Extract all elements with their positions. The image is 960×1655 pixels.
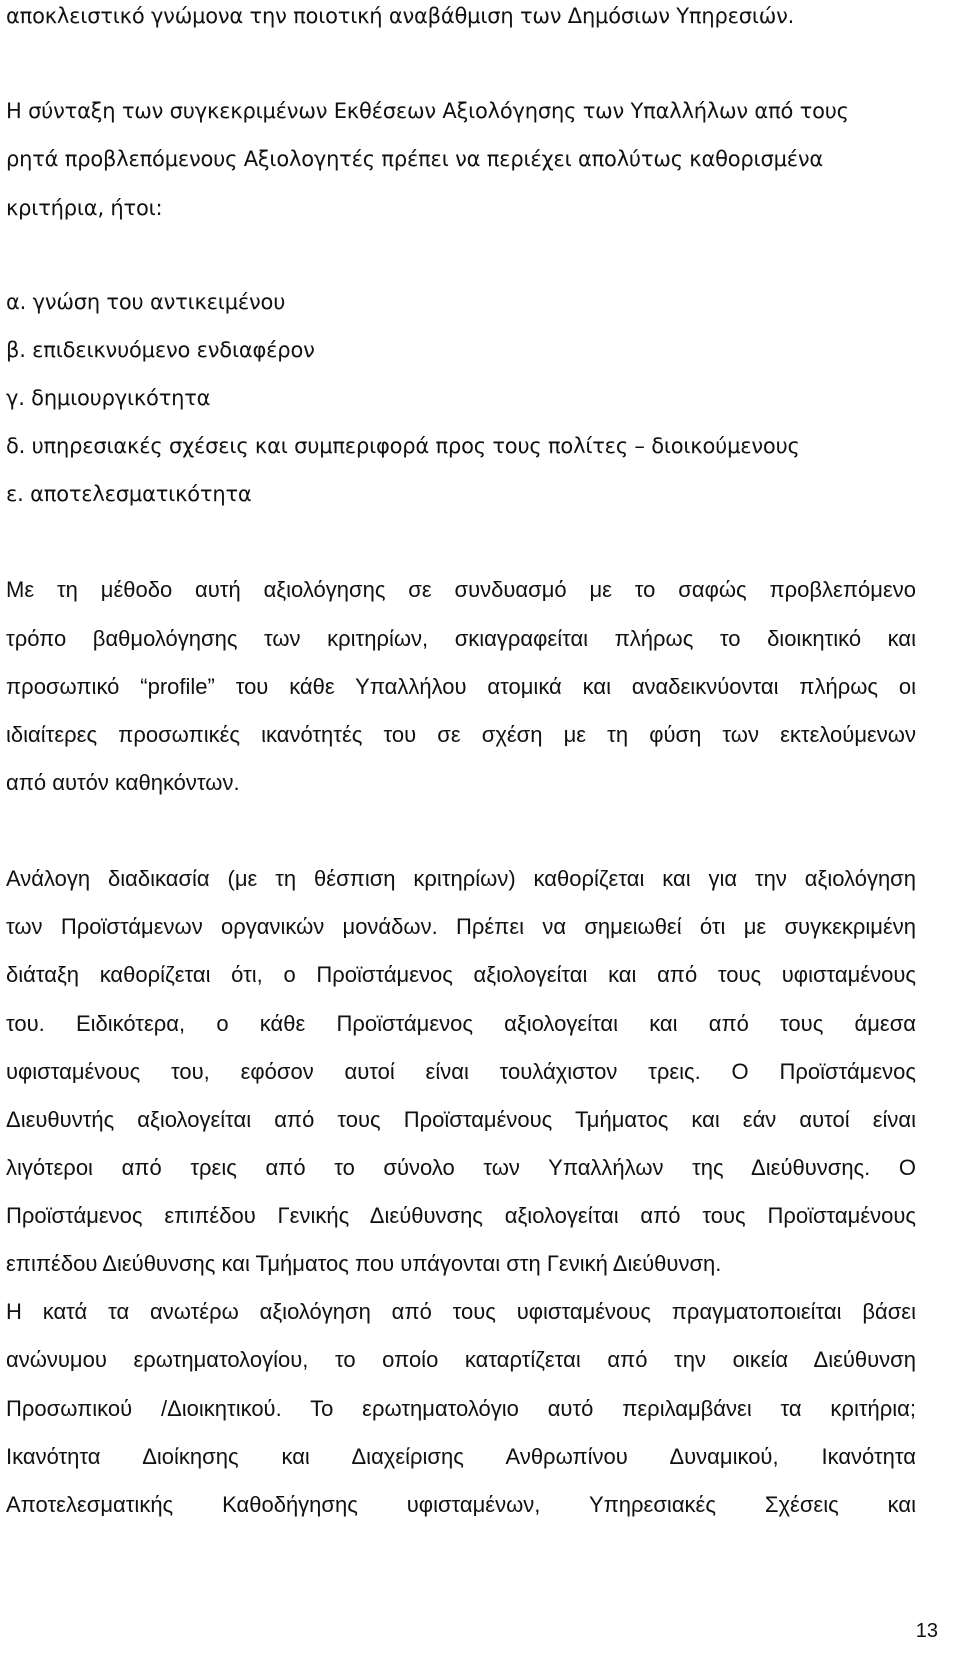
- paragraph-line: Ανάλογη διαδικασία (με τη θέσπιση κριτηρίων) καθορίζεται και για την αξιολόγηση: [6, 866, 916, 891]
- text-line: ρητά προβλεπόμενους Αξιολογητές πρέπει να περιέχει απολύτως καθορισμένα: [6, 147, 824, 171]
- paragraph-line: των Προϊστάμενων οργανικών μονάδων. Πρέπει να σημειωθεί ότι με συγκεκριμένη: [6, 914, 916, 939]
- page-number: 13: [915, 1620, 938, 1642]
- paragraph-line: Διευθυντής αξιολογείται από τους Προϊσταμένους Τμήματος και εάν αυτοί είναι: [6, 1107, 916, 1132]
- list-item: α. γνώση του αντικειμένου: [6, 290, 286, 314]
- paragraph-line: τρόπο βαθμολόγησης των κριτηρίων, σκιαγραφείται πλήρως το διοικητικό και: [6, 626, 916, 651]
- paragraph-line: από αυτόν καθηκόντων.: [6, 770, 240, 795]
- paragraph-line: Η κατά τα ανωτέρω αξιολόγηση από τους υφισταμένους πραγματοποιείται βάσει: [6, 1299, 916, 1324]
- list-item: γ. δημιουργικότητα: [6, 386, 211, 410]
- text-line: κριτήρια, ήτοι:: [6, 196, 163, 220]
- paragraph-line: του. Ειδικότερα, ο κάθε Προϊστάμενος αξιολογείται και από τους άμεσα: [6, 1011, 916, 1036]
- paragraph-line: Προσωπικού /Διοικητικού. Το ερωτηματολόγιο αυτό περιλαμβάνει τα κριτήρια;: [6, 1396, 916, 1421]
- list-item: δ. υπηρεσιακές σχέσεις και συμπεριφορά προς τους πολίτες – διοικούμενους: [6, 434, 800, 458]
- text-line: αποκλειστικό γνώμονα την ποιοτική αναβάθμιση των Δημόσιων Υπηρεσιών.: [6, 4, 795, 28]
- paragraph-line: Με τη μέθοδο αυτή αξιολόγησης σε συνδυασμό με το σαφώς προβλεπόμενο: [6, 577, 916, 602]
- paragraph-line: επιπέδου Διεύθυνσης και Τμήματος που υπάγονται στη Γενική Διεύθυνση.: [6, 1251, 722, 1276]
- paragraph-line: Ικανότητα Διοίκησης και Διαχείρισης Ανθρωπίνου Δυναμικού, Ικανότητα: [6, 1444, 916, 1469]
- paragraph-line: ανώνυμου ερωτηματολογίου, το οποίο καταρτίζεται από την οικεία Διεύθυνση: [6, 1347, 916, 1372]
- paragraph-line: προσωπικό “profile” του κάθε Υπαλλήλου ατομικά και αναδεικνύονται πλήρως οι: [6, 674, 916, 699]
- paragraph-line: υφισταμένους του, εφόσον αυτοί είναι τουλάχιστον τρεις. Ο Προϊστάμενος: [6, 1059, 916, 1084]
- text-line: Η σύνταξη των συγκεκριμένων Εκθέσεων Αξιολόγησης των Υπαλλήλων από τους: [6, 99, 849, 123]
- paragraph-line: Προϊστάμενος επιπέδου Γενικής Διεύθυνσης αξιολογείται από τους Προϊσταμένους: [6, 1203, 916, 1228]
- paragraph-line: διάταξη καθορίζεται ότι, ο Προϊστάμενος αξιολογείται και από τους υφισταμένους: [6, 962, 916, 987]
- list-item: β. επιδεικνυόμενο ενδιαφέρον: [6, 338, 315, 362]
- paragraph-line: ιδιαίτερες προσωπικές ικανότητές του σε σχέση με τη φύση των εκτελούμενων: [6, 722, 916, 747]
- list-item: ε. αποτελεσματικότητα: [6, 482, 252, 506]
- paragraph-line: λιγότεροι από τρεις από το σύνολο των Υπαλλήλων της Διεύθυνσης. Ο: [6, 1155, 916, 1180]
- paragraph-line: Αποτελεσματικής Καθοδήγησης υφισταμένων, Υπηρεσιακές Σχέσεις και: [6, 1492, 916, 1517]
